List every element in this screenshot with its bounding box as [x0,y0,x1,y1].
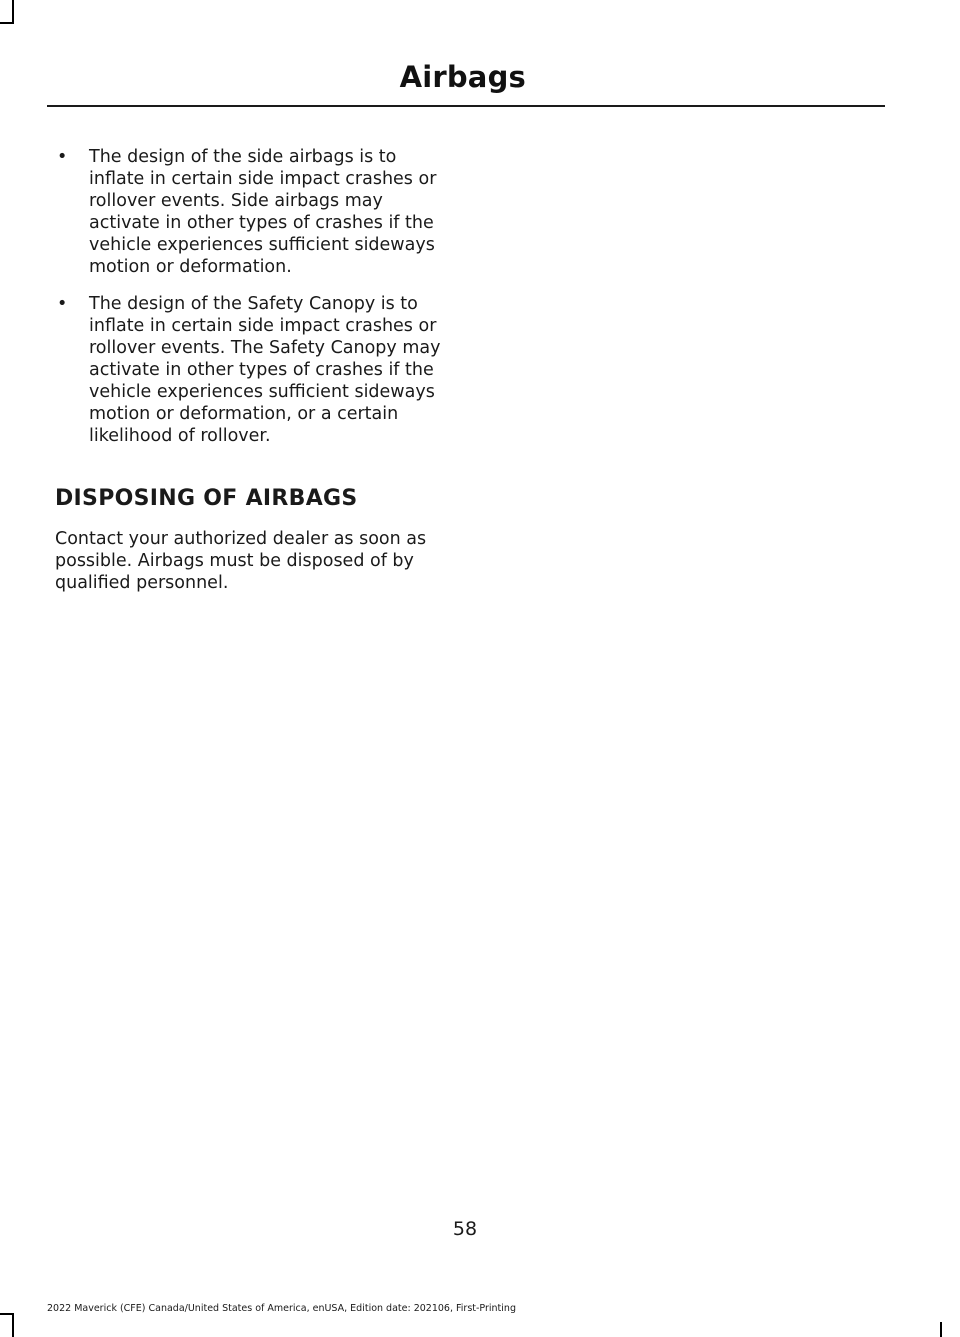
page-number: 58 [452,1218,478,1240]
bullet-item-safety-canopy [55,293,455,447]
header-divider [47,105,885,107]
crop-mark-bottom-left-horizontal [0,1313,14,1315]
bullet-marker: • [57,294,68,314]
footer-edition-info: 2022 Maverick (CFE) Canada/United States of America, enUSA, Edition date: 202106, First-Printing [47,1303,516,1314]
bullet-marker: • [57,147,68,167]
bullet-list [55,146,455,447]
crop-mark-top-left-horizontal [0,22,14,24]
crop-mark-top-left-vertical [12,0,14,22]
page-header-title: Airbags [399,60,526,94]
crop-mark-bottom-right-vertical [940,1322,942,1337]
bullet-item-side-airbags [55,146,455,278]
section-paragraph: Contact your authorized dealer as soon as possible. Airbags must be disposed of by qualified personnel. [55,529,427,593]
section-heading: DISPOSING OF AIRBAGS [55,486,358,511]
bullet-text: The design of the Safety Canopy is to inflate in certain side impact crashes or rollover events. The Safety Canopy may activate in other types of crashes if the vehicle experiences sufficient sideways motion or deformation, or a certain likelihood of rollover. [89,294,441,446]
page-content [55,146,455,594]
crop-mark-bottom-left-vertical [12,1315,14,1337]
bullet-text: The design of the side airbags is to inflate in certain side impact crashes or rollover events. Side airbags may activate in other types of crashes if the vehicle experiences sufficient sideways motion or deformation. [89,147,437,277]
